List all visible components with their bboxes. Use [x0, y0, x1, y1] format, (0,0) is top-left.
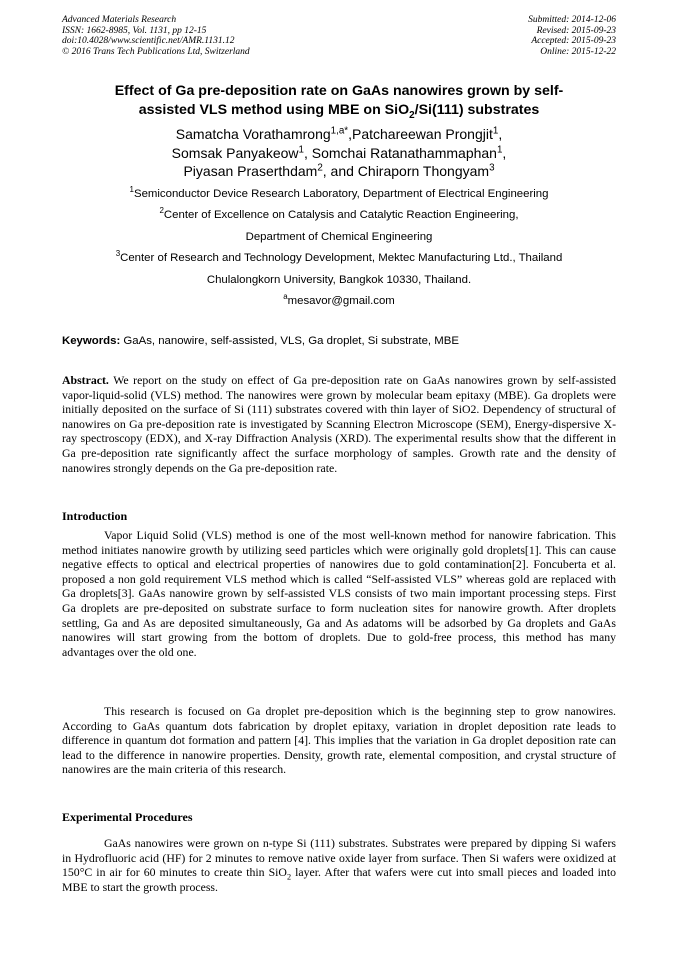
journal-name: Advanced Materials Research [62, 15, 177, 25]
issn: ISSN: 1662-8985, Vol. 1131, pp 12-15 [62, 25, 207, 36]
contact-email[interactable] [40, 291, 638, 312]
author-affil-mark: 1 [298, 143, 304, 155]
title-line-2 [70, 101, 608, 120]
author-separator: , [498, 126, 503, 142]
title-line-2-tail: /Si(111) substrates [414, 102, 540, 118]
keywords [62, 334, 616, 349]
title-subscript: 2 [409, 109, 415, 121]
author-affil-mark: 3 [489, 162, 495, 174]
author-affil-mark: 2 [317, 162, 323, 174]
author-line-1 [60, 125, 618, 144]
doi: doi:10.4028/www.scientific.net/AMR.1131.12 [62, 36, 235, 46]
copyright: © 2016 Trans Tech Publications Ltd, Switzerland [62, 46, 250, 57]
email-address[interactable]: mesavor@gmail.com [287, 295, 395, 308]
journal-info [62, 15, 250, 57]
affil-mark: 1 [129, 185, 134, 195]
author-name: Piyasan Praserthdam [183, 163, 318, 179]
author-line-3 [60, 162, 618, 181]
paper-title [70, 82, 608, 120]
title-line-1: Effect of Ga pre-deposition rate on GaAs nanowires grown by self- [114, 83, 564, 99]
author-name: Somsak Panyakeow [171, 144, 299, 161]
subscript: 2 [286, 872, 292, 882]
submitted-date: Submitted: 2014-12-06 [528, 15, 616, 25]
affiliations [40, 184, 638, 312]
paragraph-text [62, 836, 616, 894]
author-separator: , [502, 144, 507, 161]
page-header [62, 15, 616, 57]
author-affil-mark: 1 [492, 125, 499, 137]
introduction-paragraph-2 [62, 704, 616, 777]
revised-date: Revised: 2015-09-23 [536, 25, 616, 36]
email-mark: a [283, 292, 288, 302]
introduction-paragraph-1 [62, 528, 616, 659]
author-affil-mark: 1,a* [330, 125, 349, 137]
online-date: Online: 2015-12-22 [540, 46, 616, 57]
abstract-paragraph [62, 373, 616, 475]
affil-mark: 3 [115, 249, 121, 259]
abstract-label: Abstract. [62, 373, 109, 387]
accepted-date: Accepted: 2015-09-23 [531, 36, 616, 46]
abstract [62, 373, 616, 475]
affil-mark: 2 [159, 206, 164, 216]
introduction-heading: Introduction [62, 509, 128, 523]
experimental-paragraph-1 [62, 836, 616, 894]
author-line-2 [60, 144, 618, 163]
affil-text: Center of Excellence on Catalysis and Catalytic Reaction Engineering, [163, 209, 519, 222]
affiliation-1 [40, 184, 638, 205]
author-name: Samatcha Vorathamrong [175, 126, 331, 142]
keywords-label: Keywords: [62, 335, 121, 347]
keywords-text: GaAs, nanowire, self-assisted, VLS, Ga droplet, Si substrate, MBE [120, 335, 459, 347]
paragraph-text-part: layer. After that wafers were cut into small pieces and loaded into MBE to start the growth process. [62, 865, 616, 894]
author-name: , Somchai Ratanathammaphan [303, 144, 497, 161]
experimental-heading: Experimental Procedures [62, 810, 193, 824]
author-affil-mark: 1 [496, 143, 503, 155]
affiliation-4: Chulalongkorn University, Bangkok 10330, Thailand. [206, 273, 472, 286]
affil-text: Center of Research and Technology Development, Mektec Manufacturing Ltd., Thailand [120, 252, 563, 265]
title-line-2-text: assisted VLS method using MBE on SiO [138, 102, 410, 118]
author-name: ,Patchareewan Prongjit [348, 126, 493, 142]
affiliation-2 [40, 205, 638, 226]
author-name: , and Chiraporn Thongyam [322, 163, 490, 179]
abstract-text: We report on the study on effect of Ga pre-deposition rate on GaAs nanowires grown by self-assisted vapor-liquid-solid (VLS) method. The nanowires were grown by molecular beam epitaxy (MBE). Ga droplets were initially deposited on the surface of Si (111) substrates covered with thin layer of SiO2. Dependency of structural of nanowires on Ga pre-deposition rate is investigated by Scanning Electron Microscope (SEM), Energy-dispersive X-ray spectroscopy (EDX), and X-ray Diffraction Analysis (XRD). The experimental results show that the different in Ga pre-deposition rate significantly affect the surface morphology of samples. Growth rate and the density of nanowires strongly depends on the Ga pre-deposition rate. [62, 373, 616, 475]
dates-info [528, 15, 616, 57]
author-list [60, 125, 618, 181]
paragraph-text: Vapor Liquid Solid (VLS) method is one of the most well-known method for nanowire fabrication. This method initiates nanowire growth by utilizing seed particles which were originally gold droplets[1]. This can cause negative effects to optical and electrical properties of nanowires due to gold contamination[2]. Foncuberta et al. proposed a non gold requirement VLS method which is called “Self-assisted VLS” whereas gold are replaced with Ga droplets[3]. GaAs nanowire grown by self-assisted VLS consists of two main important processing steps. First Ga droplets are pre-deposited on substrate surface to form nucleation sites for nanowire growth. After droplets settling, Ga and As are deposited simultaneously, Ga and As adatoms will be adsorbed by Ga droplets and GaAs nanowires will start growing from the bottom of droplets. Due to gold-free process, this method has many advantages over the old one. [62, 528, 616, 659]
affiliation-3 [40, 248, 638, 269]
paragraph-text-part: GaAs nanowires were grown on n-type Si (111) substrates. Substrates were prepared by dipping Si wafers in Hydrofluoric acid (HF) for 2 minutes to remove native oxide layer from surface. Then Si wafers were oxidized at 150°C in air for 60 minutes to create thin SiO [62, 836, 616, 880]
affil-text: Semiconductor Device Research Laboratory, Department of Electrical Engineering [133, 188, 549, 200]
affiliation-2b: Department of Chemical Engineering [245, 230, 433, 243]
paragraph-text: This research is focused on Ga droplet pre-deposition which is the beginning step to grow nanowires. According to GaAs quantum dots fabrication by droplet epitaxy, variation in droplet deposition rate leads to difference in quantum dot formation and pattern [4]. This implies that the variation in Ga droplet deposition rate can lead to the difference in nanowire properties. Density, growth rate, elemental composition, and crystal structure of nanowires are the main criteria of this research. [62, 704, 616, 777]
